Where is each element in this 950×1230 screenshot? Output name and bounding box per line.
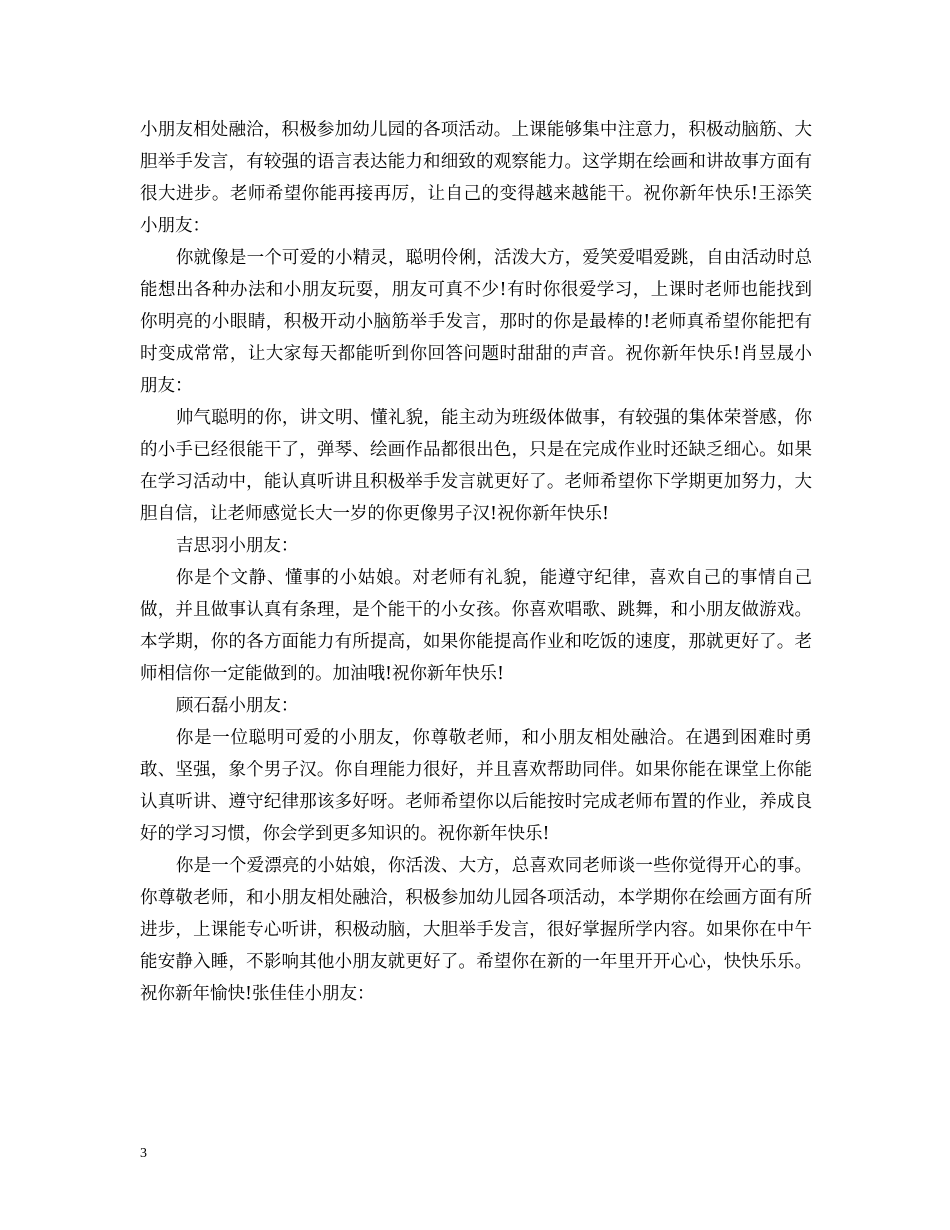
paragraph: 你就像是一个可爱的小精灵，聪明伶俐，活泼大方，爱笑爱唱爱跳，自由活动时总能想出各种办法和小朋友玩耍，朋友可真不少!有时你很爱学习，上课时老师也能找到你明亮的小眼睛，积极开动小脑筋举手发言，那时的你是最棒的!老师真希望你能把有时变成常常，让大家每天都能听到你回答问题时甜甜的声音。祝你新年快乐!肖昱晟小朋友： [140, 248, 812, 396]
paragraph: 你是一个爱漂亮的小姑娘，你活泼、大方，总喜欢同老师谈一些你觉得开心的事。你尊敬老师，和小朋友相处融洽，积极参加幼儿园各项活动，本学期你在绘画方面有所进步，上课能专心听讲，积极动脑，大胆举手发言，很好掌握所学内容。如果你在中午能安静入睡，不影响其他小朋友就更好了。希望你在新的一年里开开心心，快快乐乐。祝你新年愉快!张佳佳小朋友： [140, 856, 812, 1004]
paragraph: 你是个文静、懂事的小姑娘。对老师有礼貌，能遵守纪律，喜欢自己的事情自己做，并且做事认真有条理，是个能干的小女孩。你喜欢唱歌、跳舞，和小朋友做游戏。本学期，你的各方面能力有所提高，如果你能提高作业和吃饭的速度，那就更好了。老师相信你一定能做到的。加油哦!祝你新年快乐! [140, 568, 812, 684]
paragraph: 你是一位聪明可爱的小朋友，你尊敬老师，和小朋友相处融洽。在遇到困难时勇敢、坚强，象个男子汉。你自理能力很好，并且喜欢帮助同伴。如果你能在课堂上你能认真听讲、遵守纪律那该多好呀。老师希望你以后能按时完成老师布置的作业，养成良好的学习习惯，你会学到更多知识的。祝你新年快乐! [140, 728, 812, 844]
document-body [140, 114, 812, 1010]
paragraph-heading: 顾石磊小朋友： [175, 696, 299, 716]
paragraph: 帅气聪明的你，讲文明、懂礼貌，能主动为班级体做事，有较强的集体荣誉感，你的小手已经很能干了，弹琴、绘画作品都很出色，只是在完成作业时还缺乏细心。如果在学习活动中，能认真听讲且积极举手发言就更好了。老师希望你下学期更加努力，大胆自信，让老师感觉长大一岁的你更像男子汉!祝你新年快乐! [140, 408, 812, 524]
paragraph-heading: 吉思羽小朋友： [175, 536, 299, 556]
paragraph: 小朋友相处融洽，积极参加幼儿园的各项活动。上课能够集中注意力，积极动脑筋、大胆举手发言，有较强的语言表达能力和细致的观察能力。这学期在绘画和讲故事方面有很大进步。老师希望你能再接再厉，让自己的变得越来越能干。祝你新年快乐!王添笑小朋友： [140, 120, 812, 236]
page-number: 3 [140, 1146, 147, 1161]
